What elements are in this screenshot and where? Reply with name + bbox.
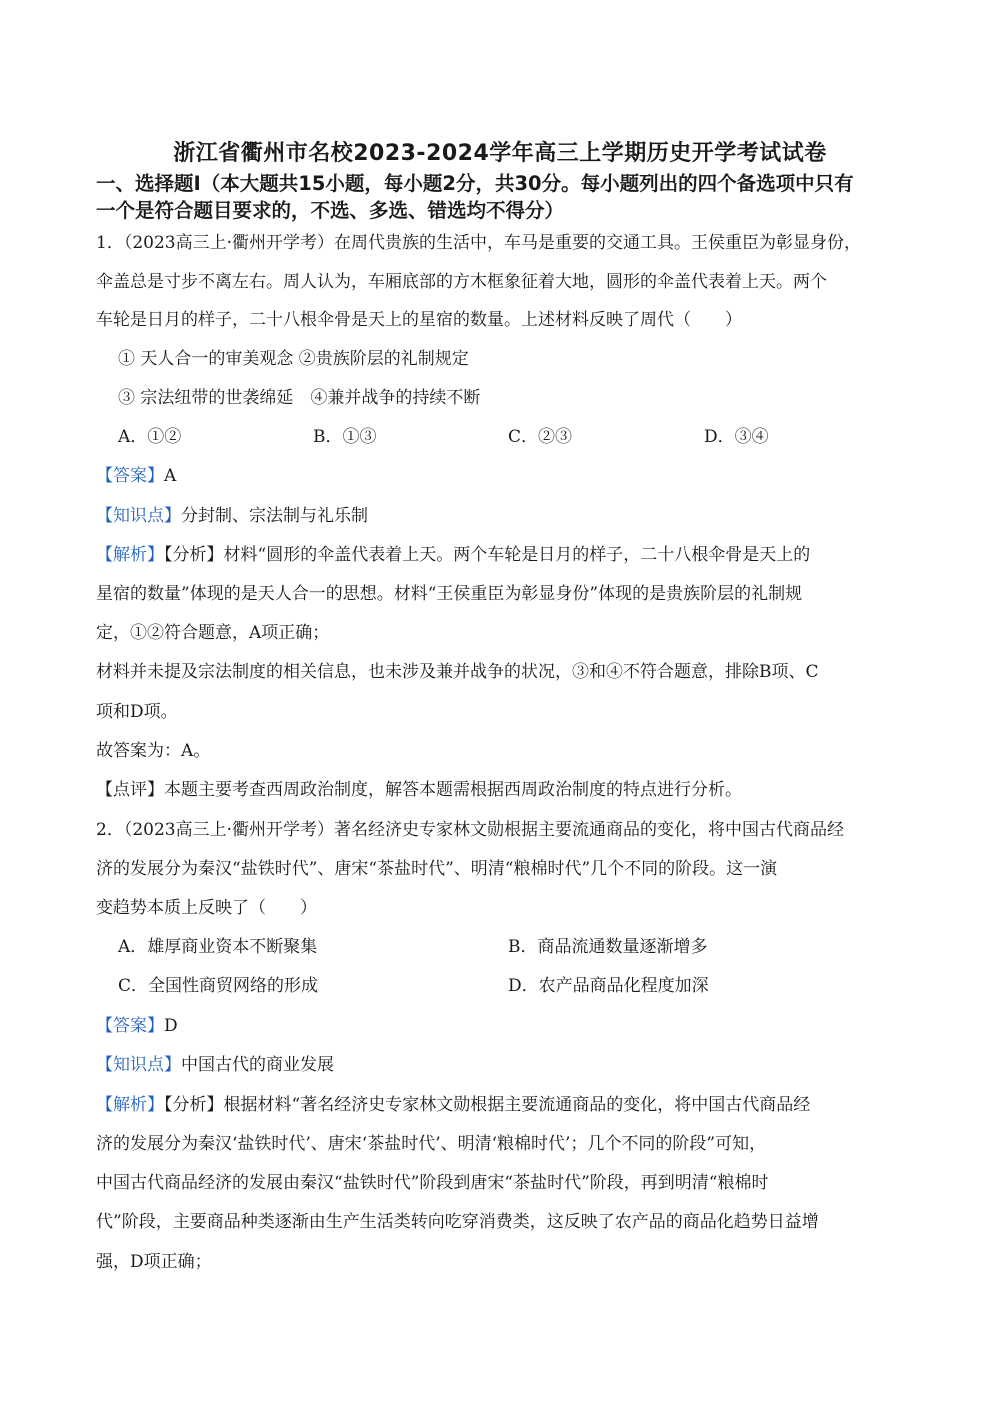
q2-analysis-line-1 [96,1093,810,1117]
answer-tag: 【答案】 [96,1016,164,1036]
answer-tag: 【答案】 [96,466,164,486]
answer-value: A [164,466,177,486]
analysis-text: 【分析】根据材料“著名经济史专家林文勋根据主要流通商品的变化，将中国古代商品经 [164,1095,811,1115]
q1-option-c: C．②③ [508,427,573,447]
q2-option-a: A．雄厚商业资本不断聚集 [118,937,318,957]
q2-knowledge [96,1053,334,1077]
comment-tag: 【点评】 [96,780,164,800]
q1-analysis-line-2: 星宿的数量”体现的是天人合一的思想。材料“王侯重臣为彰显身份”体现的是贵族阶层的礼制规 [96,584,803,604]
q2-analysis-line-5: 强，D项正确； [96,1252,212,1272]
q1-option-d: D．③④ [704,427,769,447]
q2-analysis-line-3: 中国古代商品经济的发展由秦汉“盐铁时代”阶段到唐宋“茶盐时代”阶段，再到明清“粮棉时 [96,1173,769,1193]
q1-statement-2: ③ 宗法纽带的世袭绵延 ④兼并战争的持续不断 [118,388,481,408]
answer-value: D [164,1016,178,1036]
q2-answer [96,1014,178,1038]
q2-stem-line-3: 变趋势本质上反映了（ ） [96,898,317,918]
knowledge-tag: 【知识点】 [96,506,181,526]
q2-option-b: B．商品流通数量逐渐增多 [508,937,708,957]
analysis-text: 【分析】材料“圆形的伞盖代表着上天。两个车轮是日月的样子，二十八根伞骨是天上的 [164,545,811,565]
q1-option-a: A．①② [118,427,182,447]
knowledge-tag: 【知识点】 [96,1055,181,1075]
section-heading-line-1: 一、选择题Ⅰ（本大题共15小题，每小题2分，共30分。每小题列出的四个备选项中只有 [96,172,854,195]
q1-stem-line-2: 伞盖总是寸步不离左右。周人认为，车厢底部的方木框象征着大地，圆形的伞盖代表着上天。两个 [96,272,827,292]
q2-analysis-line-4: 代”阶段，主要商品种类逐渐由生产生活类转向吃穿消费类，这反映了农产品的商品化趋势日益增 [96,1212,819,1232]
knowledge-value: 分封制、宗法制与礼乐制 [181,506,368,526]
q1-answer [96,464,176,488]
q1-stem-line-3: 车轮是日月的样子，二十八根伞骨是天上的星宿的数量。上述材料反映了周代（ ） [96,310,742,330]
q1-stem-line-1: 1．（2023高三上·衢州开学考）在周代贵族的生活中，车马是重要的交通工具。王侯重臣为彰显身份， [96,233,861,253]
q1-knowledge [96,504,368,528]
analysis-tag: 【解析】 [96,545,164,565]
q1-option-b: B．①③ [313,427,377,447]
q1-statement-1: ① 天人合一的审美观念 ②贵族阶层的礼制规定 [118,349,469,369]
section-heading-line-2: 一个是符合题目要求的，不选、多选、错选均不得分） [96,199,565,222]
q2-option-d: D．农产品商品化程度加深 [508,976,709,996]
analysis-tag: 【解析】 [96,1095,164,1115]
q1-analysis-line-3: 定，①②符合题意，A项正确； [96,623,330,643]
q1-analysis-line-5: 项和D项。 [96,702,178,722]
knowledge-value: 中国古代的商业发展 [181,1055,334,1075]
q2-analysis-line-2: 济的发展分为秦汉‘盐铁时代’、唐宋‘茶盐时代’、明清‘粮棉时代’；几个不同的阶段”可知， [96,1134,767,1154]
page-title: 浙江省衢州市名校2023-2024学年高三上学期历史开学考试试卷 [173,141,827,166]
q2-option-c: C．全国性商贸网络的形成 [118,976,319,996]
q2-stem-line-2: 济的发展分为秦汉“盐铁时代”、唐宋“茶盐时代”、明清“粮棉时代”几个不同的阶段。这一演 [96,859,778,879]
q1-analysis-line-1 [96,543,810,567]
q1-comment [96,778,742,802]
q2-stem-line-1: 2．（2023高三上·衢州开学考）著名经济史专家林文勋根据主要流通商品的变化，将中国古代商品经 [96,820,844,840]
comment-text: 本题主要考查西周政治制度，解答本题需根据西周政治制度的特点进行分析。 [164,780,742,800]
q1-analysis-line-6: 故答案为：A。 [96,741,211,761]
q1-analysis-line-4: 材料并未提及宗法制度的相关信息，也未涉及兼并战争的状况，③和④不符合题意，排除B项、C [96,662,819,682]
